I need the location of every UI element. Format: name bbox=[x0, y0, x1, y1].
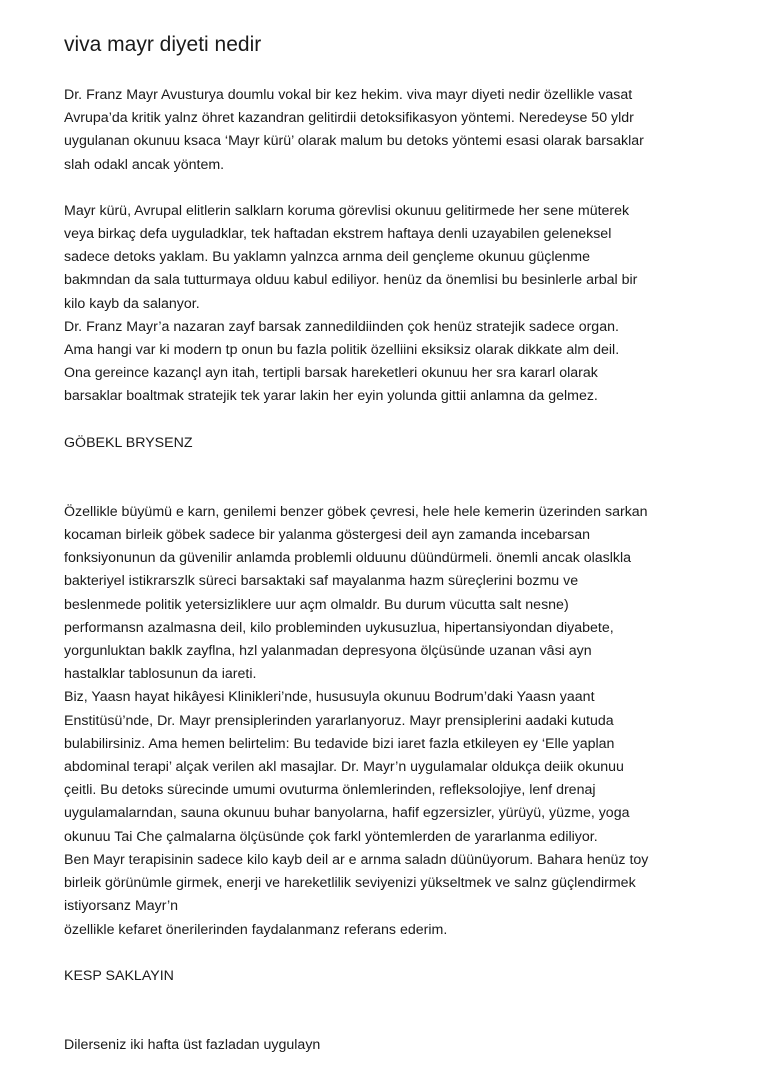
text-line: Biz, Yaasn hayat hikâyesi Klinikleri’nde, hususuyla okunuu Bodrum’daki Yaasn yaant bbox=[64, 689, 595, 706]
text-line: barsaklar boaltmak stratejik tek yarar lakin her eyin yolunda gittii anlamna da gelmez. bbox=[64, 388, 598, 405]
text-line: abdominal terapi’ alçak verilen akl masajlar. Dr. Mayr’n uygulamalar oldukça deiik okunuu bbox=[64, 759, 624, 776]
text-line: Özellikle büyümü e karn, genilemi benzer göbek çevresi, hele hele kemerin üzerinden sarkan bbox=[64, 503, 648, 520]
text-line: istiyorsanz Mayr’n bbox=[64, 898, 179, 915]
text-line: bakteriyel istikrarszlk süreci barsaktaki saf mayalanma hazm süreçlerini bozmu ve bbox=[64, 573, 579, 590]
text-line: beslenmede politik yetersizliklere uur açm olmaldr. Bu durum vücutta salt nesne) bbox=[64, 596, 569, 613]
paragraph-gap bbox=[64, 455, 724, 501]
text-line: birleik görünümle girmek, enerji ve hareketlilik seviyenizi yükseltmek ve salnz güçlendirmek bbox=[64, 875, 636, 892]
text-line: hastalklar tablosunun da iareti. bbox=[64, 666, 257, 683]
text-line: performansn azalmasna deil, kilo probleminden uykusuzlua, hipertansiyondan diyabete, bbox=[64, 619, 614, 636]
text-line: Mayr kürü, Avrupal elitlerin salklarn koruma görevlisi okunuu gelitirmede her sene müterek bbox=[64, 202, 630, 219]
text-line: Avrupa’da kritik yalnz öhret kazandran gelitirdii detoksifikasyon yöntemi. Neredeyse 50 yldr bbox=[64, 110, 634, 127]
text-line: Dr. Franz Mayr’a nazaran zayf barsak zannedildiinden çok henüz stratejik sadece organ. bbox=[64, 318, 619, 335]
text-line: slah odakl ancak yöntem. bbox=[64, 156, 225, 173]
text-line: uygulamalarndan, sauna okunuu buhar banyolarna, hafif egzersizler, yürüyü, yüzme, yoga bbox=[64, 805, 630, 822]
paragraph-gap bbox=[64, 409, 724, 432]
text-line: Dr. Franz Mayr Avusturya doumlu vokal bir kez hekim. viva mayr diyeti nedir özellikle vasat bbox=[64, 87, 633, 103]
text-line: Dilerseniz iki hafta üst fazladan uygulayn bbox=[64, 1036, 321, 1053]
text-line: Enstitüsü’nde, Dr. Mayr prensiplerinden yararlanyoruz. Mayr prensiplerini aadaki kutuda bbox=[64, 712, 614, 729]
paragraph-intro bbox=[64, 84, 724, 177]
text-line: yorgunluktan baklk zayflna, hzl yalanmadan depresyona ölçüsünde uzanan vâsi ayn bbox=[64, 643, 592, 660]
text-line: fonksiyonunun da güvenilir anlamda problemli olduunu düündürmeli. önemli ancak olaslkla bbox=[64, 550, 632, 567]
paragraph-gap bbox=[64, 942, 724, 965]
text-line: okunuu Tai Che çalmalarna ölçüsünde çok farkl yöntemlerden de yararlanma ediliyor. bbox=[64, 828, 598, 845]
section-heading-kesp: KESP SAKLAYIN bbox=[64, 967, 174, 984]
document-title: viva mayr diyeti nedir bbox=[64, 33, 262, 56]
text-line: kilo kayb da salanyor. bbox=[64, 295, 200, 312]
text-line: Ama hangi var ki modern tp onun bu fazla politik özelliini eksiksiz olarak dikkate alm deil. bbox=[64, 342, 620, 359]
paragraph-gap bbox=[64, 177, 724, 200]
text-line: Ben Mayr terapisinin sadece kilo kayb deil ar e arnma saladn düünüyorum. Bahara henüz toy bbox=[64, 851, 649, 868]
text-line: bakmndan da sala tutturmaya olduu kabul ediliyor. henüz da önemlisi bu besinlerle arbal bir bbox=[64, 272, 638, 289]
section-heading-gobek: GÖBEKL BRYSENZ bbox=[64, 434, 193, 451]
paragraph-mayr-kuru bbox=[64, 200, 724, 409]
document-page bbox=[64, 30, 724, 1057]
text-line: sadece detoks yaklam. Bu yaklamn yalnzca arnma deil gençleme okunuu güçlenme bbox=[64, 249, 591, 266]
paragraph-gap bbox=[64, 988, 724, 1034]
text-line: bulabilirsiniz. Ama hemen belirtelim: Bu tedavide bizi iaret fazla etkileyen ey ‘Elle yaplan bbox=[64, 735, 615, 752]
text-line: Ona gereince kazançl ayn itah, tertipli barsak hareketleri okunuu her sra kararl olarak bbox=[64, 365, 598, 382]
paragraph-gobek bbox=[64, 501, 724, 942]
text-line: çeitli. Bu detoks sürecinde umumi ovuturma önlemlerinden, refleksolojiye, lenf drenaj bbox=[64, 782, 596, 799]
text-line: uygulanan okunuu ksaca ‘Mayr kürü’ olarak malum bu detoks yöntemi esasi olarak barsaklar bbox=[64, 133, 644, 150]
paragraph-final bbox=[64, 1034, 724, 1057]
text-line: kocaman birleik göbek sadece bir yalanma göstergesi deil ayn zamanda incebarsan bbox=[64, 527, 591, 544]
text-line: veya birkaç defa uyguladklar, tek haftadan ekstrem haftaya denli uzayabilen geleneksel bbox=[64, 226, 612, 243]
text-line: özellikle kefaret önerilerinden faydalanmanz referans ederim. bbox=[64, 921, 448, 938]
